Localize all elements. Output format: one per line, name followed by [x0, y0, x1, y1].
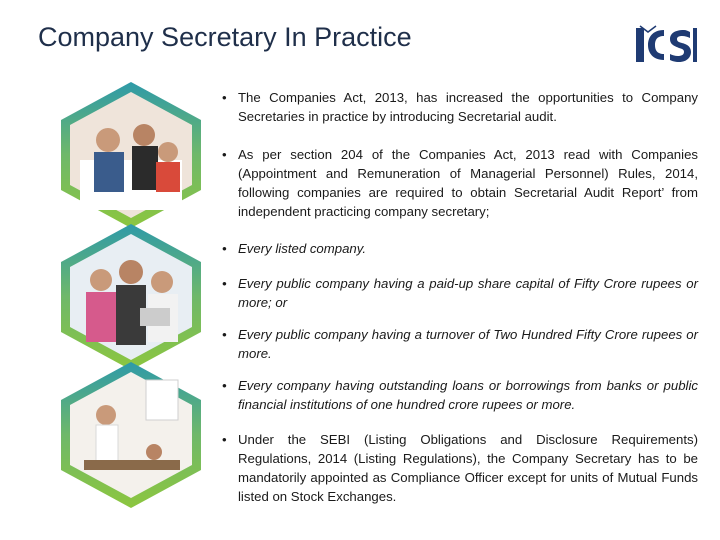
bullet-text: Every public company having a paid-up share capital of Fifty Crore rupees or more; or: [238, 276, 698, 310]
bullet-item-section-204: [222, 145, 698, 221]
photo-hexagon-collage: [56, 80, 206, 510]
bullet-item-paid-up-capital: [222, 274, 698, 312]
hexagon-photo-group: [61, 224, 201, 370]
icsi-logo: [634, 24, 698, 64]
bullet-dot: •: [222, 378, 227, 393]
bullet-text: Under the SEBI (Listing Obligations and Disclosure Requirements) Regulations, 2014 (Listing Regulations), the Company Secretary has to be mandatorily appointed as Compliance Officer except for units of Mutual Funds listed on Stock Exchanges.: [238, 432, 698, 504]
bullet-dot: •: [222, 147, 227, 162]
bullet-item-sebi: [222, 430, 698, 506]
bullet-dot: •: [222, 241, 227, 256]
bullet-text: As per section 204 of the Companies Act, 2013 read with Companies (Appointment and Remuneration of Managerial Personnel) Rules, 2014, following companies are required to obtain Secretarial Audit Report’ from independent practicing company secretary;: [238, 147, 698, 219]
bullet-list: [222, 88, 698, 506]
hexagon-photo-meeting: [61, 362, 201, 508]
page-title: Company Secretary In Practice: [38, 22, 412, 52]
bullet-item-turnover: [222, 325, 698, 363]
bullet-item-companies-act: [222, 88, 698, 126]
bullet-text: Every public company having a turnover of Two Hundred Fifty Crore rupees or more.: [238, 327, 698, 361]
bullet-text: Every company having outstanding loans or borrowings from banks or public financial institutions of one hundred crore rupees or more.: [238, 378, 698, 412]
bullet-item-loans: [222, 376, 698, 414]
bullet-text: The Companies Act, 2013, has increased the opportunities to Company Secretaries in practice by introducing Secretarial audit.: [238, 90, 698, 124]
bullet-dot: •: [222, 432, 227, 447]
bullet-dot: •: [222, 276, 227, 291]
bullet-dot: •: [222, 90, 227, 105]
hexagon-photo-team: [61, 82, 201, 228]
bullet-text: Every listed company.: [238, 241, 367, 256]
bullet-dot: •: [222, 327, 227, 342]
bullet-item-listed-company: [222, 239, 698, 258]
